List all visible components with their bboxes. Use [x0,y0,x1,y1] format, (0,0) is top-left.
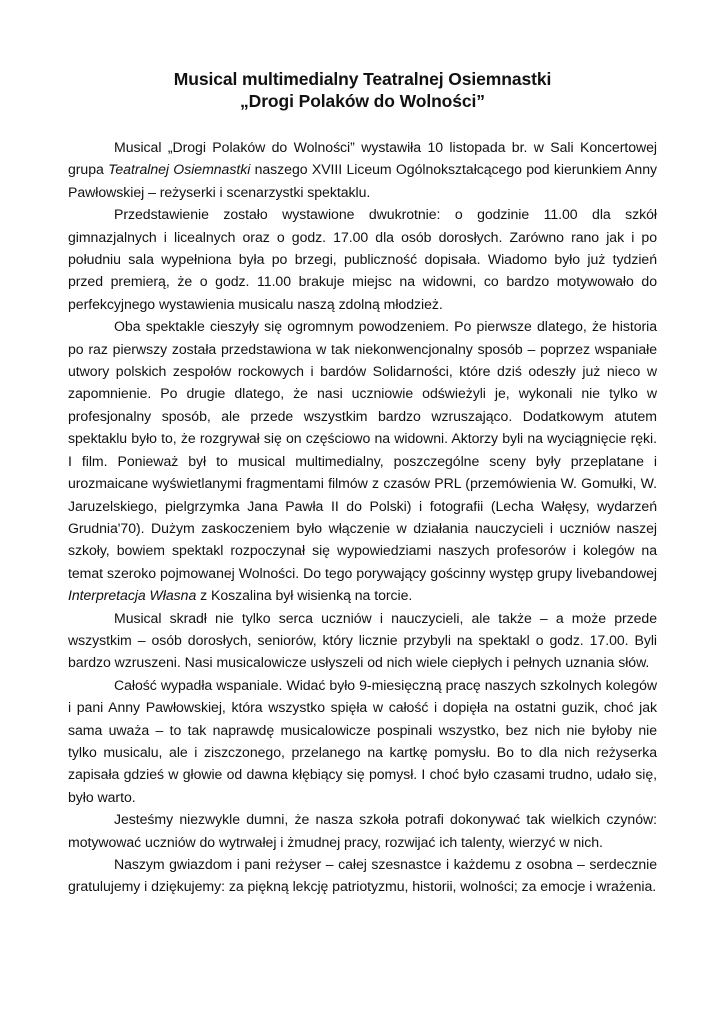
document-page [68,68,657,898]
paragraph-3-text-b: z Koszalina był wisienką na torcie. [196,587,413,604]
band-name-italic: Interpretacja Własna [68,587,197,604]
title-spacer [68,112,657,136]
paragraph-5: Całość wypadła wspaniale. Widać było 9-miesięczną pracę naszych szkolnych kolegów i pani Anny Pawłowskiej, która wszystko spięła w całość i dopięła na ostatni guzik, choć jak sama uważa – to tak naprawdę musicalowicze pospinali wszystko, bez nich nie byłoby nie tylko musicalu, ale i ziszczonego, przelanego na kartkę pomysłu. Bo to dla nich reżyserka zapisała gdzieś w głowie od dawna kłębiący się pomysł. I choć było czasami trudno, udało się, było warto. [68,676,657,805]
paragraph-3-text-a: Oba spektakle cieszyły się ogromnym powodzeniem. Po pierwsze dlatego, że historia po raz pierwszy została przedstawiona w tak niekonwencjonalny sposób – poprzez wspaniałe utwory polskich zespołów rockowych i bardów Solidarności, które dziś odeszły już nieco w zapomnienie. Po drugie dlatego, że nasi uczniowie odświeżyli je, wykonali nie tylko w profesjonalny sposób, ale przede wszystkim bardzo wzruszająco. Dodatkowym atutem spektaklu było to, że rozgrywał się on częściowo na widowni. Aktorzy byli na wyciągnięcie ręki. I film. Ponieważ był to musical multimedialny, poszczególne sceny były przeplatane i urozmaicane wyświetlanymi fragmentami filmów z czasów PRL (przemówienia W. Gomułki, W. Jaruzelskiego, pielgrzymka Jana Pawła II do Polski) i fotografii (Lecha Wałęsy, wydarzeń Grudnia'70). Dużym zaskoczeniem było włączenie w działania nauczycieli i uczniów naszej szkoły, bowiem spektakl rozpoczynał się wypowiedziami naszych profesorów i kolegów na temat szeroko pojmowanej Wolności. Do tego porywający gościnny występ grupy livebandowej [68,318,657,581]
document-title [68,68,657,112]
paragraph-1-text-a: Musical „Drogi Polaków do Wolności” wystawiła 10 listopada br. w Sali Koncertowej grupa [68,139,657,178]
paragraph-6: Jesteśmy niezwykle dumni, że nasza szkoła potrafi dokonywać tak wielkich czynów: motywować uczniów do wytrwałej i żmudnej pracy, rozwijać ich talenty, wierzyć w nich. [68,811,657,850]
paragraph-1-text-b: naszego XVIII Liceum Ogólnokształcącego pod kierunkiem Anny Pawłowskiej – reżyserki i scenarzystki spektaklu. [68,161,657,200]
title-line-2: „Drogi Polaków do Wolności” [240,91,485,111]
group-name-italic: Teatralnej Osiemnastki [108,161,251,178]
paragraph-7: Naszym gwiazdom i pani reżyser – całej szesnastce i każdemu z osobna – serdecznie gratulujemy i dziękujemy: za piękną lekcję patriotyzmu, historii, wolności; za emocje i wrażenia. [68,856,657,895]
paragraph-3 [68,315,657,606]
title-line-1: Musical multimedialny Teatralnej Osiemnastki [173,69,552,89]
paragraph-2: Przedstawienie zostało wystawione dwukrotnie: o godzinie 11.00 dla szkół gimnazjalnych i licealnych oraz o godz. 17.00 dla osób dorosłych. Zarówno rano jak i po południu sala wypełniona była po brzegi, publiczność dopisała. Wiadomo było już tydzień przed premierą, że o godz. 11.00 brakuje miejsc na widowni, co bardzo motywowało do perfekcyjnego wystawienia musicalu naszą zdolną młodzież. [68,206,657,312]
paragraph-4: Musical skradł nie tylko serca uczniów i nauczycieli, ale także – a może przede wszystkim – osób dorosłych, seniorów, który licznie przybyli na spektakl o godz. 17.00. Byli bardzo wzruszeni. Nasi musicalowicze usłyszeli od nich wiele ciepłych i pełnych uznania słów. [68,609,657,671]
paragraph-1 [68,136,657,203]
